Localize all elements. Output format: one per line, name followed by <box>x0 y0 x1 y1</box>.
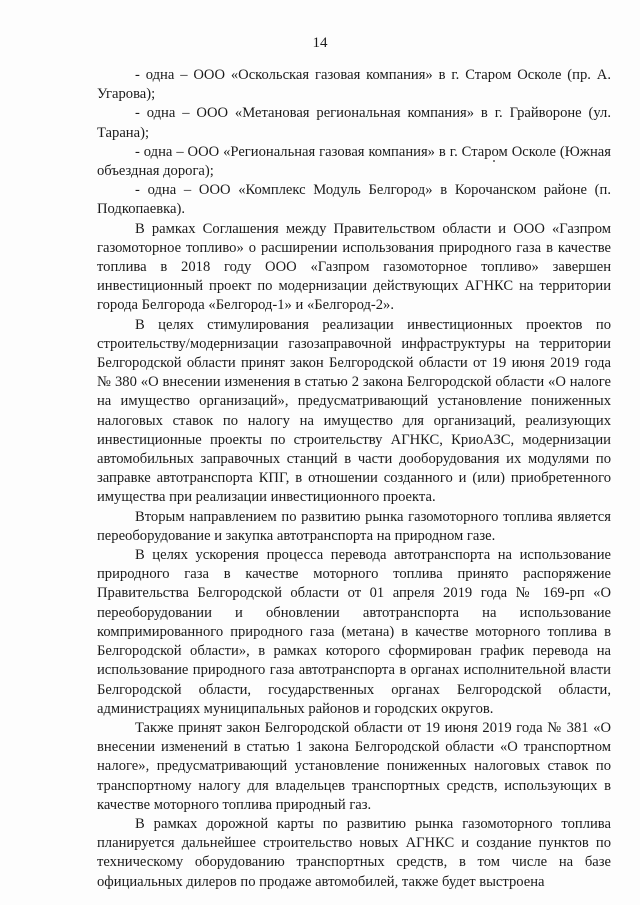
paragraph: В целях стимулирования реализации инвестиционных проектов по строительству/модернизации газозаправочной инфраструктуры на территории Белгородской области принят закон Белгородской области от 19 июня 2019 года № 380 «О внесении изменения в статью 2 закона Белгородской области «О налоге на имущество организаций», предусматривающий установление пониженных налоговых ставок по налогу на имущество для организаций, реализующих инвестиционные проекты по строительству АГНКС, КриоАЗС, модернизации автомобильных заправочных станций в части дооборудования их модулями по заправке автотранспорта КПГ, в отношении созданного и (или) приобретенного имущества при реализации инвестиционного проекта. <box>97 316 611 506</box>
document-body <box>97 66 611 892</box>
page-number: 14 <box>312 35 328 51</box>
paragraph: Также принят закон Белгородской области от 19 июня 2019 года № 381 «О внесении изменений в статью 1 закона Белгородской области «О транспортном налоге», предусматривающий установление пониженных налоговых ставок по транспортному налогу для владельцев транспортных средств, использующих в качестве моторного топлива природный газ. <box>97 719 611 813</box>
scan-speck <box>493 160 495 162</box>
paragraph-list-item: - одна – ООО «Региональная газовая компания» в г. Старом Осколе (Южная объездная дорога); <box>97 143 611 180</box>
paragraph-list-item: - одна – ООО «Комплекс Модуль Белгород» в Корочанском районе (п. Подкопаевка). <box>97 182 611 218</box>
paragraph: В рамках дорожной карты по развитию рынка газомоторного топлива планируется дальнейшее строительство новых АГНКС и создание пунктов по техническому оборудованию транспортных средств, в том числе на базе официальных дилеров по продаже автомобилей, также будет выстроена <box>97 815 611 890</box>
paragraph: В целях ускорения процесса перевода автотранспорта на использование природного газа в качестве моторного топлива принято распоряжение Правительства Белгородской области от 01 апреля 2019 года № 169-рп «О переоборудовании и обновлении автотранспорта на использование компримированного природного газа (метана) в качестве моторного топлива в Белгородской области», в рамках которого сформирован график перевода на использование природного газа автотранспорта в органах исполнительной власти Белгородской области, государственных органах Белгородской области, администрациях муниципальных районов и городских округов. <box>97 547 611 717</box>
paragraph-list-item: - одна – ООО «Метановая региональная компания» в г. Грайвороне (ул. Тарана); <box>97 105 611 141</box>
paragraph: В рамках Соглашения между Правительством области и ООО «Газпром газомоторное топливо» о расширении использования природного газа в качестве топлива в 2018 году ООО «Газпром газомоторное топливо» завершен инвестиционный проект по модернизации действующих АГНКС на территории города Белгорода «Белгород-1» и «Белгород-2». <box>97 220 611 314</box>
paragraph: Вторым направлением по развитию рынка газомоторного топлива является переоборудование и закупка автотранспорта на природном газе. <box>97 508 611 544</box>
paragraph-list-item: - одна – ООО «Оскольская газовая компания» в г. Старом Осколе (пр. А. Угарова); <box>97 67 611 103</box>
